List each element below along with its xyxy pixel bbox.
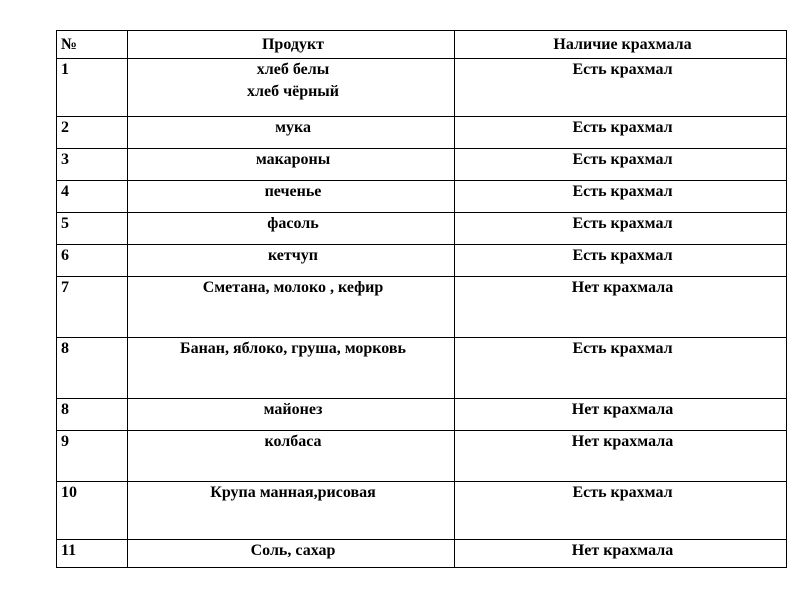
row-num: 8 bbox=[57, 338, 128, 399]
row-num: 8 bbox=[57, 399, 128, 431]
row-starch: Есть крахмал bbox=[455, 117, 787, 149]
starch-table bbox=[56, 30, 787, 568]
table-row bbox=[57, 213, 787, 245]
row-product: Сметана, молоко , кефир bbox=[128, 277, 455, 338]
row-product: Соль, сахар bbox=[128, 540, 455, 568]
table-row bbox=[57, 399, 787, 431]
row-product: мука bbox=[128, 117, 455, 149]
row-product: фасоль bbox=[128, 213, 455, 245]
row-num: 2 bbox=[57, 117, 128, 149]
header-num: № bbox=[57, 31, 128, 59]
product-line: хлеб чёрный bbox=[246, 83, 340, 100]
row-product: Крупа манная,рисовая bbox=[128, 482, 455, 540]
row-num: 1 bbox=[57, 59, 128, 117]
header-product: Продукт bbox=[128, 31, 455, 59]
row-num: 10 bbox=[57, 482, 128, 540]
header-row bbox=[57, 31, 787, 59]
header-starch: Наличие крахмала bbox=[455, 31, 787, 59]
row-num: 9 bbox=[57, 431, 128, 482]
table-row bbox=[57, 245, 787, 277]
table-row bbox=[57, 117, 787, 149]
row-product: печенье bbox=[128, 181, 455, 213]
row-starch: Нет крахмала bbox=[455, 431, 787, 482]
row-starch: Есть крахмал bbox=[455, 181, 787, 213]
table-row bbox=[57, 181, 787, 213]
row-starch: Есть крахмал bbox=[455, 338, 787, 399]
row-product: колбаса bbox=[128, 431, 455, 482]
table-row bbox=[57, 277, 787, 338]
row-product bbox=[128, 59, 455, 117]
row-num: 4 bbox=[57, 181, 128, 213]
row-starch: Есть крахмал bbox=[455, 149, 787, 181]
row-num: 5 bbox=[57, 213, 128, 245]
table-row bbox=[57, 482, 787, 540]
row-starch: Нет крахмала bbox=[455, 540, 787, 568]
row-num: 6 bbox=[57, 245, 128, 277]
row-product: кетчуп bbox=[128, 245, 455, 277]
row-num: 11 bbox=[57, 540, 128, 568]
row-starch: Есть крахмал bbox=[455, 213, 787, 245]
table-row bbox=[57, 431, 787, 482]
table-row bbox=[57, 540, 787, 568]
table-row bbox=[57, 59, 787, 117]
row-starch: Нет крахмала bbox=[455, 399, 787, 431]
row-num: 7 bbox=[57, 277, 128, 338]
row-starch: Есть крахмал bbox=[455, 482, 787, 540]
row-starch: Нет крахмала bbox=[455, 277, 787, 338]
row-product: макароны bbox=[128, 149, 455, 181]
table-row bbox=[57, 338, 787, 399]
row-starch: Есть крахмал bbox=[455, 59, 787, 117]
row-num: 3 bbox=[57, 149, 128, 181]
row-product: майонез bbox=[128, 399, 455, 431]
table-row bbox=[57, 149, 787, 181]
row-starch: Есть крахмал bbox=[455, 245, 787, 277]
product-line: хлеб белы bbox=[256, 61, 330, 78]
row-product: Банан, яблоко, груша, морковь bbox=[128, 338, 455, 399]
